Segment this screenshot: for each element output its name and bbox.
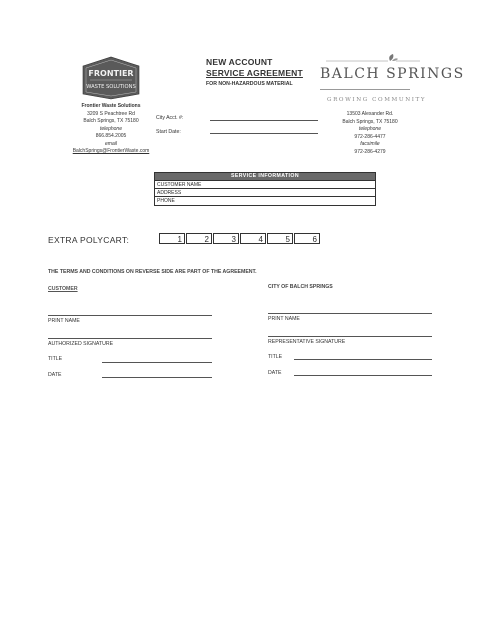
service-info-box <box>154 172 376 206</box>
city-fax-label: facsimile <box>360 141 380 147</box>
logo-line1: FRONTIER <box>88 69 134 78</box>
city-fax: 972-286-4279 <box>354 148 386 155</box>
polycart-option-6[interactable]: 6 <box>294 233 320 244</box>
company-email: BalchSprings@FrontierWaste.com <box>72 148 150 154</box>
city-title-field[interactable] <box>294 359 432 360</box>
company-address1: 3209 S Peachtree Rd <box>87 110 135 117</box>
terms-notice: THE TERMS AND CONDITIONS ON REVERSE SIDE ARE PART OF THE AGREEMENT. <box>48 269 257 275</box>
title-subtitle: FOR NON-HAZARDOUS MATERIAL <box>206 81 293 87</box>
polycart-option-2[interactable]: 2 <box>186 233 212 244</box>
company-phone: 866.854.2005 <box>95 133 127 139</box>
city-logo-tagline: GROWING COMMUNITY <box>327 97 427 103</box>
customer-title-field[interactable] <box>102 362 212 363</box>
city-print-name-field[interactable] <box>268 313 432 314</box>
city-date-field[interactable] <box>294 375 432 376</box>
city-info <box>330 111 410 156</box>
start-date-field[interactable] <box>210 133 318 134</box>
city-title-label: TITLE <box>268 354 283 360</box>
city-address1: 13503 Alexander Rd. <box>346 111 394 117</box>
title-new-account: NEW ACCOUNT <box>206 57 273 67</box>
company-email-label: email <box>105 140 117 147</box>
city-logo-name: BALCH SPRINGS <box>320 66 465 82</box>
polycart-option-4[interactable]: 4 <box>240 233 266 244</box>
service-row-customer-name[interactable]: CUSTOMER NAME <box>155 180 375 188</box>
customer-date-field[interactable] <box>102 377 212 378</box>
city-signature-field[interactable] <box>268 336 432 337</box>
polycart-option-5[interactable]: 5 <box>267 233 293 244</box>
start-date-label: Start Date: <box>156 129 181 135</box>
city-print-name-label: PRINT NAME <box>268 316 300 322</box>
customer-date-label: DATE <box>48 372 62 378</box>
polycart-option-1[interactable]: 1 <box>159 233 185 244</box>
city-acct-label: City Acct. #: <box>156 115 184 121</box>
city-side-heading: CITY OF BALCH SPRINGS <box>268 284 333 290</box>
polycart-option-3[interactable]: 3 <box>213 233 239 244</box>
service-info-heading: SERVICE INFORMATION <box>155 173 375 180</box>
customer-signature-field[interactable] <box>48 338 212 339</box>
logo-line2: WASTE SOLUTIONS <box>86 84 136 90</box>
city-signature-label: REPRESENTATIVE SIGNATURE <box>268 339 346 345</box>
company-name: Frontier Waste Solutions <box>81 103 141 109</box>
customer-title-label: TITLE <box>48 356 63 362</box>
service-row-phone[interactable]: PHONE <box>155 196 375 204</box>
leaf-ornament-icon <box>318 52 428 66</box>
city-logo-rule <box>320 89 410 90</box>
customer-print-name-field[interactable] <box>48 315 212 316</box>
customer-heading: CUSTOMER <box>48 286 78 292</box>
service-row-address[interactable]: ADDRESS <box>155 188 375 196</box>
city-phone-label: telephone <box>359 126 381 132</box>
customer-signature-label: AUTHORIZED SIGNATURE <box>48 341 114 347</box>
city-address2: Balch Springs, TX 75180 <box>342 118 398 125</box>
customer-print-name-label: PRINT NAME <box>48 318 80 324</box>
city-date-label: DATE <box>268 370 282 376</box>
company-info <box>60 103 162 156</box>
extra-polycart-label: EXTRA POLYCART: <box>48 235 130 245</box>
city-phone: 972-286-4477 <box>354 133 386 140</box>
title-service-agreement: SERVICE AGREEMENT <box>206 68 303 78</box>
company-phone-label: telephone <box>100 125 122 132</box>
company-address2: Balch Springs, TX 75180 <box>83 118 139 124</box>
city-acct-field[interactable] <box>210 120 318 121</box>
frontier-logo <box>81 56 141 100</box>
